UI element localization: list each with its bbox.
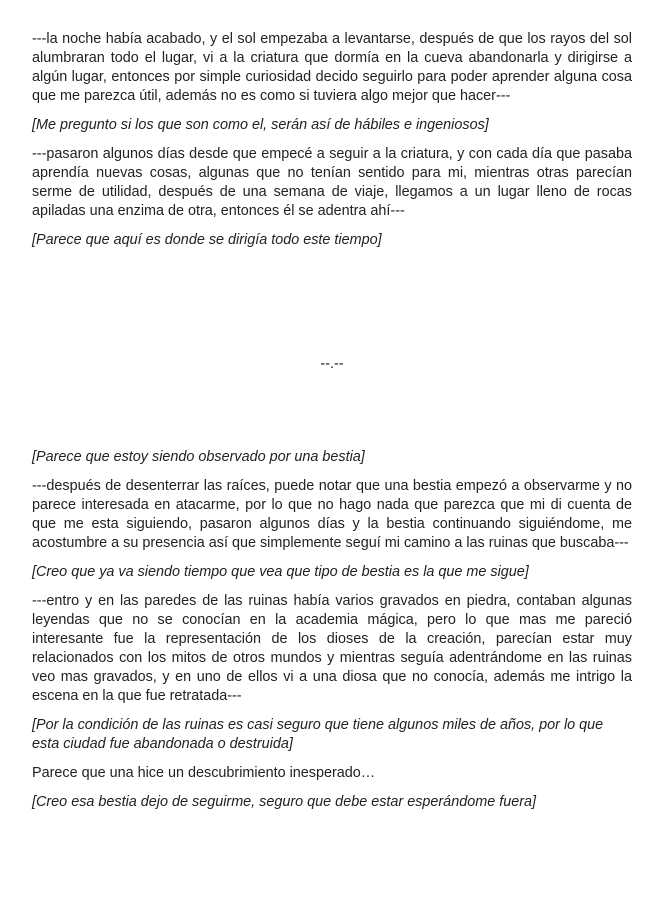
thought-line: [Creo que ya va siendo tiempo que vea que tipo de bestia es la que me sigue] xyxy=(32,564,529,580)
section-two xyxy=(32,448,632,822)
narration-paragraph: ---entro y en las paredes de las ruinas había varios gravados en piedra, contaban algunas leyendas que no se conocían en la academia mágica, pero lo que mas me pareció interesante fue la representación de los dioses de la creación, parecían estar muy relacionados con los mitos de otros mundos y mientras seguía adentrándome en las ruinas veo mas gravados, y en uno de ellos vi a una diosa que no conocía, además me intrigo la escena en la que fue retratada--- xyxy=(32,593,632,704)
thought-line: [Por la condición de las ruinas es casi seguro que tiene algunos miles de años, por lo que esta ciudad fue abandonada o destruida] xyxy=(32,717,604,752)
narration-paragraph: Parece que una hice un descubrimiento inesperado… xyxy=(32,765,376,781)
document-page xyxy=(32,30,632,810)
thought-line: [Parece que aquí es donde se dirigía todo este tiempo] xyxy=(32,232,382,248)
thought-line: [Me pregunto si los que son como el, serán así de hábiles e ingeniosos] xyxy=(32,117,489,133)
thought-line: [Creo esa bestia dejo de seguirme, seguro que debe estar esperándome fuera] xyxy=(32,794,536,810)
narration-paragraph: ---pasaron algunos días desde que empecé a seguir a la criatura, y con cada día que pasaba aprendía nuevas cosas, algunas que no tenían sentido para mi, mientras otras parecían serme de utilidad, después de una semana de viaje, llegamos a un lugar lleno de rocas apiladas una enzima de otra, entonces él se adentra ahí--- xyxy=(32,146,632,219)
thought-line: [Parece que estoy siendo observado por una bestia] xyxy=(32,449,365,465)
narration-paragraph: ---la noche había acabado, y el sol empezaba a levantarse, después de que los rayos del sol alumbraran todo el lugar, vi a la criatura que dormía en la cueva abandonarla y dirigirse a algún lugar, entonces por simple curiosidad decido seguirlo para poder aprender alguna cosa que me parezca útil, además no es como si tuviera algo mejor que hacer--- xyxy=(32,31,632,104)
narration-paragraph: ---después de desenterrar las raíces, puede notar que una bestia empezó a observarme y no parece interesada en atacarme, por lo que no hago nada que parezca que mi di cuenta de que me esta siguiendo, pasaron algunos días y la bestia continuando siguiéndome, me acostumbre a su presencia así que simplemente seguí mi camino a las ruinas que buscaba--- xyxy=(32,478,632,551)
section-separator: --.-- xyxy=(320,356,344,372)
